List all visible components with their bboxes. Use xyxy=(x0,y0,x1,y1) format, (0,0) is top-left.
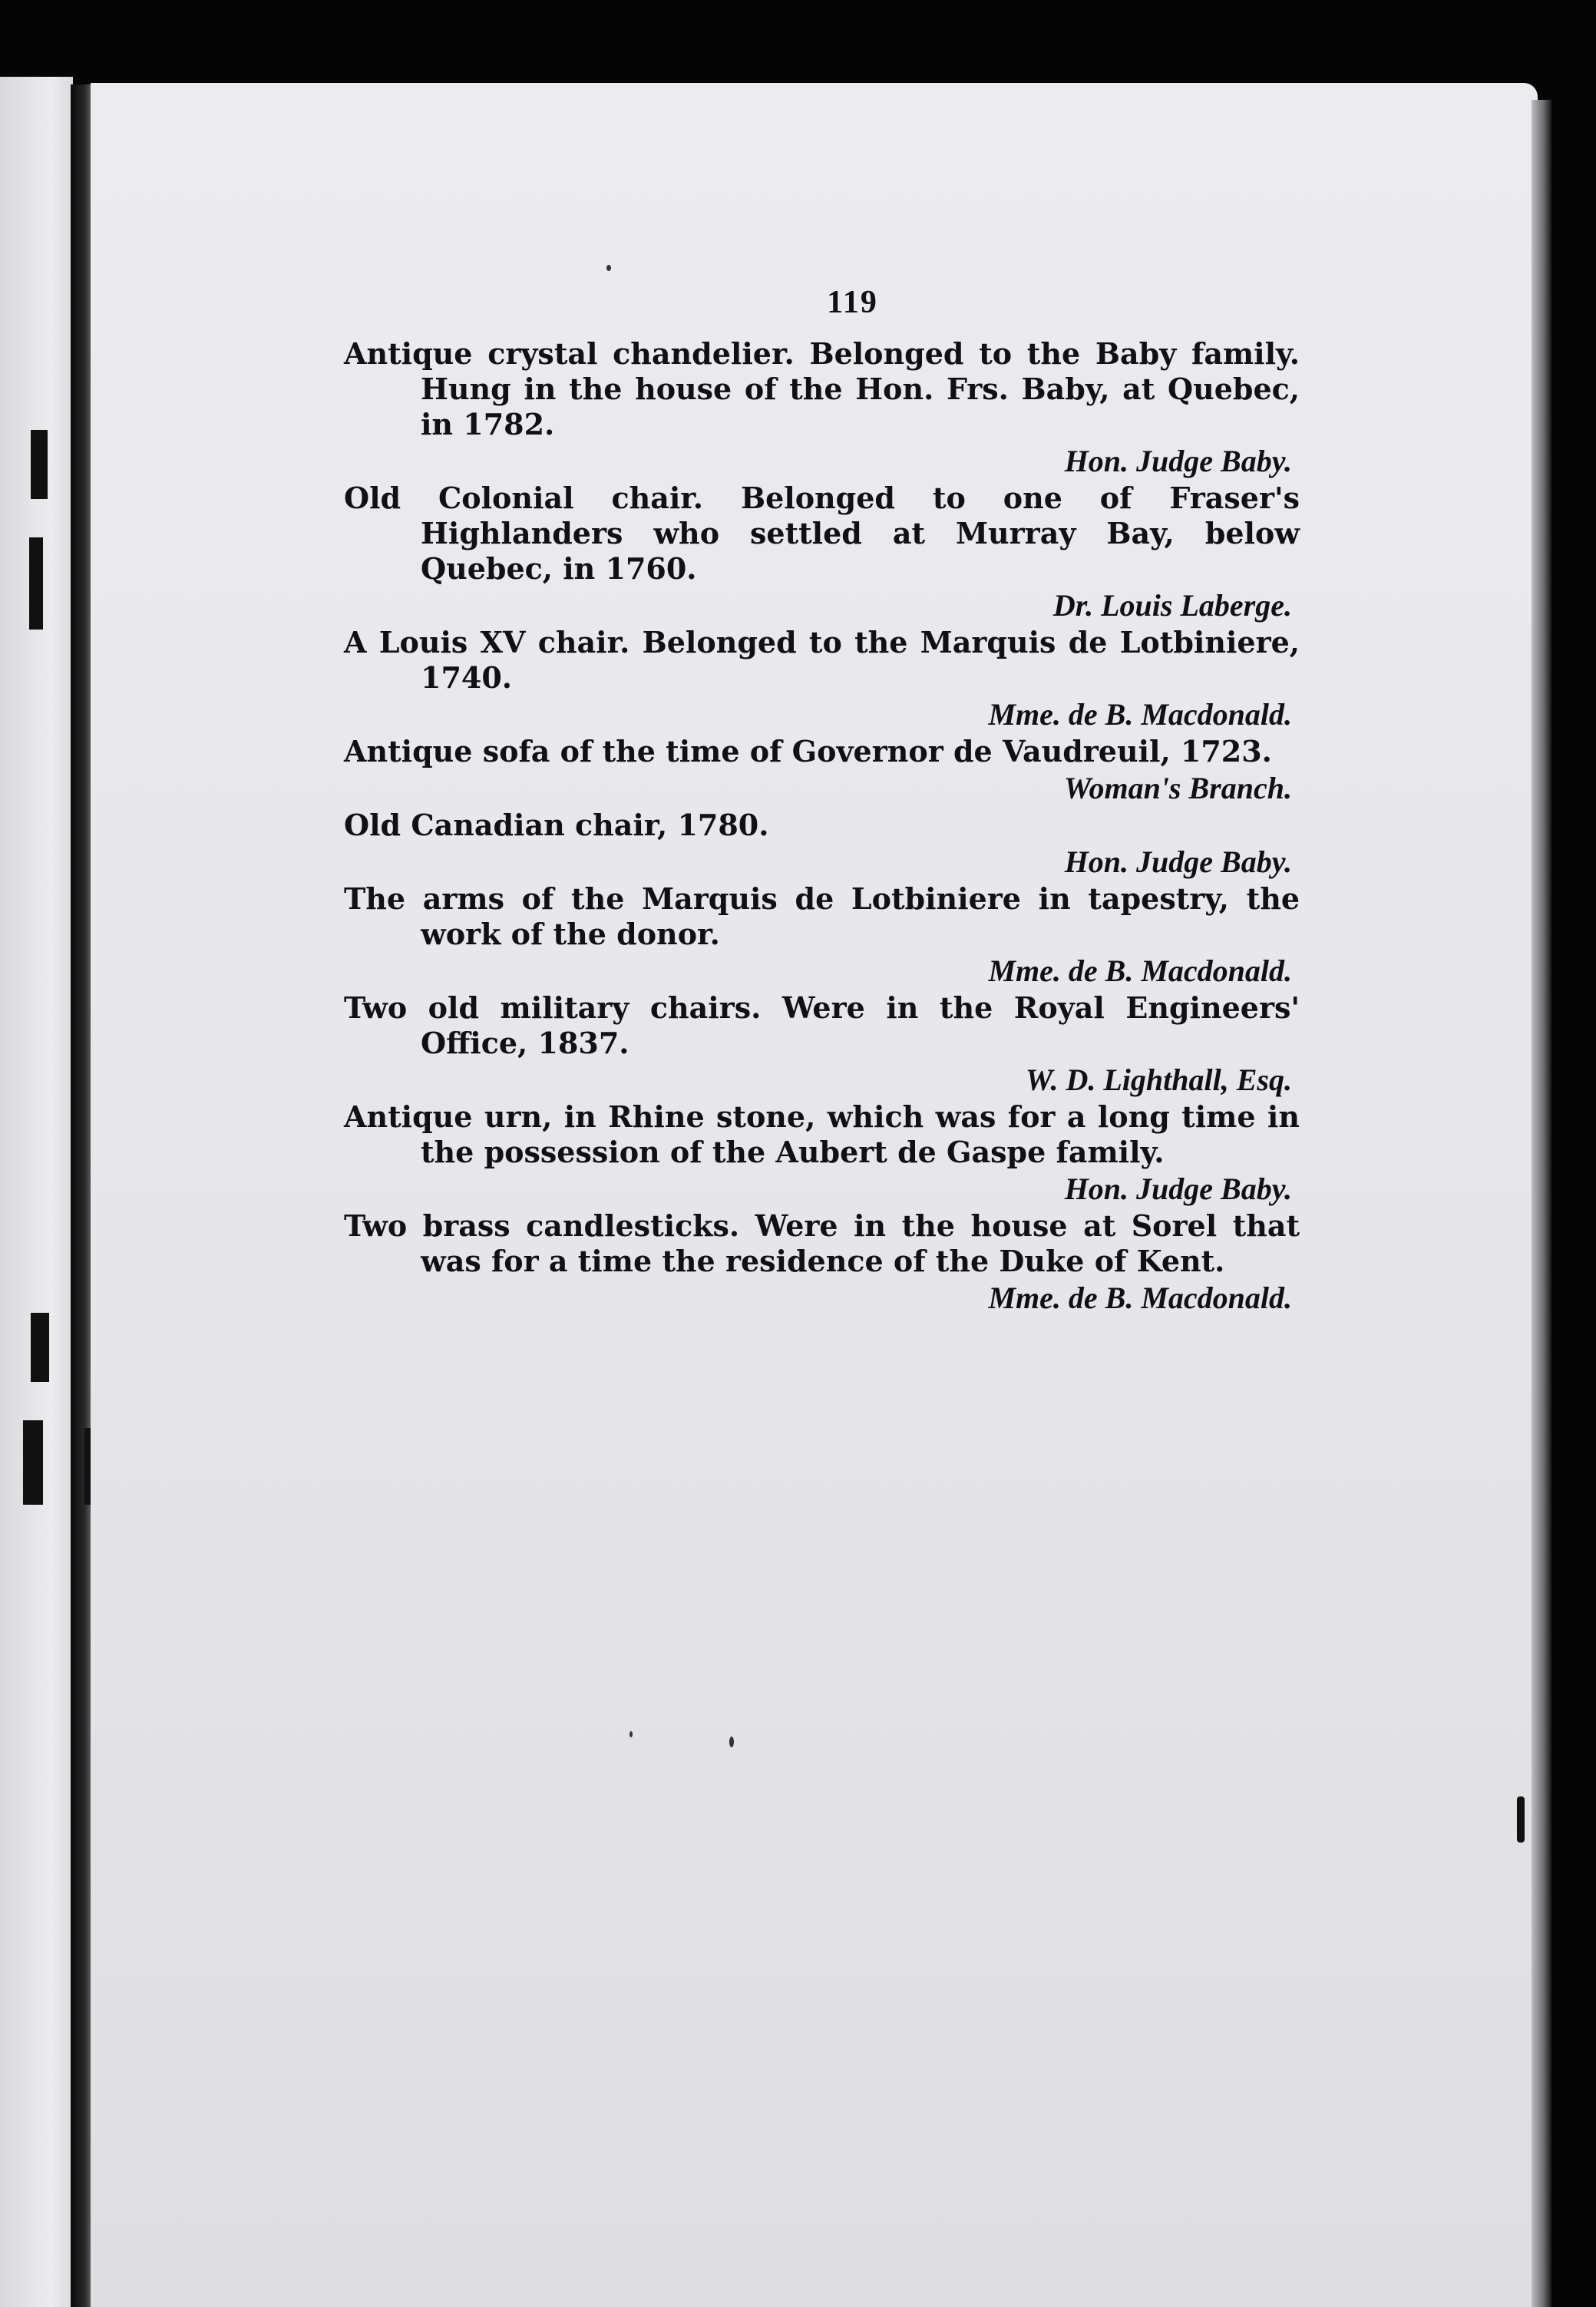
entry-donor: W. D. Lighthall, Esq. xyxy=(1025,1063,1292,1097)
catalogue-entry xyxy=(344,734,1300,808)
entry-donor: Mme. de B. Macdonald. xyxy=(988,1281,1292,1315)
bleed-mark xyxy=(29,537,43,630)
entry-description: Old Canadian chair, 1780. xyxy=(344,808,769,842)
entry-description: A Louis XV chair. Belonged to the Marquis de Lotbiniere, 1740. xyxy=(344,625,1300,695)
speck xyxy=(606,265,611,271)
catalogue-entries xyxy=(344,336,1300,1317)
catalogue-entry xyxy=(344,336,1300,481)
catalogue-entry xyxy=(344,1208,1300,1317)
catalogue-entry xyxy=(344,1099,1300,1208)
entry-description: Two brass candlesticks. Were in the house at Sorel that was for a time the residence of the Duke of Kent. xyxy=(344,1208,1300,1278)
catalogue-entry xyxy=(344,625,1300,734)
catalogue-entry xyxy=(344,990,1300,1099)
catalogue-entry xyxy=(344,881,1300,990)
entry-donor: Woman's Branch. xyxy=(1063,771,1292,805)
bleed-mark xyxy=(31,430,48,499)
entry-description: Antique urn, in Rhine stone, which was for a long time in the possession of the Aubert de Gaspe family. xyxy=(344,1099,1300,1169)
entry-donor: Hon. Judge Baby. xyxy=(1064,444,1292,478)
bleed-mark xyxy=(23,1420,43,1505)
speck xyxy=(629,1731,633,1737)
page-text xyxy=(344,284,1300,1317)
entry-description: Two old military chairs. Were in the Royal Engineers' Office, 1837. xyxy=(344,990,1300,1060)
entry-donor: Mme. de B. Macdonald. xyxy=(988,697,1292,732)
page-right-edge xyxy=(1532,100,1551,2307)
catalogue-entry xyxy=(344,481,1300,625)
entry-description: Antique sofa of the time of Governor de Vaudreuil, 1723. xyxy=(344,734,1272,768)
catalogue-entry xyxy=(344,808,1300,881)
bleed-mark xyxy=(31,1313,49,1382)
entry-description: Old Colonial chair. Belonged to one of Fraser's Highlanders who settled at Murray Bay, below Quebec, in 1760. xyxy=(344,481,1300,586)
entry-description: The arms of the Marquis de Lotbiniere in tapestry, the work of the donor. xyxy=(344,881,1300,951)
entry-description: Antique crystal chandelier. Belonged to the Baby family. Hung in the house of the Hon. Frs. Baby, at Quebec, in 1782. xyxy=(344,336,1300,441)
entry-donor: Hon. Judge Baby. xyxy=(1064,844,1292,879)
page-number: 119 xyxy=(827,285,878,320)
facing-page-edge xyxy=(0,77,73,2307)
entry-donor: Hon. Judge Baby. xyxy=(1064,1172,1292,1206)
entry-donor: Dr. Louis Laberge. xyxy=(1052,588,1292,623)
speck xyxy=(1517,1796,1525,1843)
entry-donor: Mme. de B. Macdonald. xyxy=(988,954,1292,988)
speck xyxy=(729,1737,734,1747)
